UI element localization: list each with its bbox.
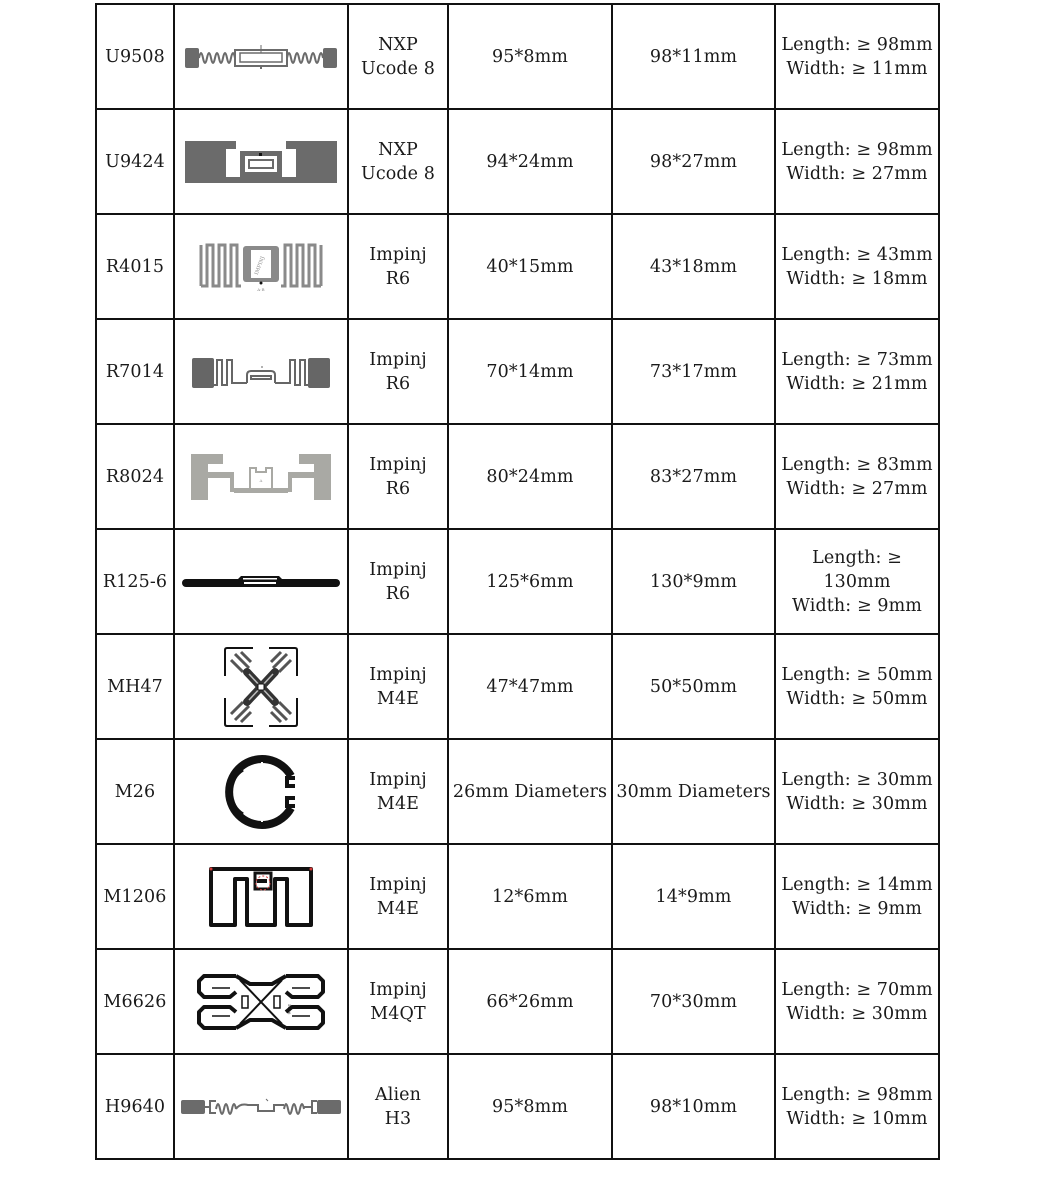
label-size-cell: 98*27mm [612, 109, 775, 214]
table-row [96, 739, 939, 844]
length-requirement: Length: ≥ 14mm [781, 874, 933, 895]
antenna-image-cell [174, 844, 348, 949]
chip-cell [348, 634, 448, 739]
chip-cell [348, 424, 448, 529]
length-requirement: Length: ≥ 43mm [781, 244, 933, 265]
chip-model: M4E [376, 688, 420, 709]
model-cell: M1206 [96, 844, 174, 949]
u9508-antenna-icon [184, 43, 338, 71]
chip-model: H3 [384, 1108, 412, 1129]
table-row [96, 1054, 939, 1159]
antenna-image-cell [174, 4, 348, 109]
antenna-size-cell: 95*8mm [448, 1054, 612, 1159]
svg-text:A: A [259, 477, 263, 483]
label-size-cell: 14*9mm [612, 844, 775, 949]
model-cell: H9640 [96, 1054, 174, 1159]
chip-brand: Impinj [369, 664, 427, 685]
rfid-inlay-spec-table [95, 3, 940, 1160]
length-requirement: Length: ≥ 83mm [781, 454, 933, 475]
antenna-image-cell [174, 739, 348, 844]
model-cell: R7014 [96, 319, 174, 424]
chip-cell [348, 1054, 448, 1159]
chip-model: Ucode 8 [360, 58, 436, 79]
r4015-antenna-icon [199, 242, 323, 292]
requirement-cell [775, 949, 939, 1054]
antenna-image-cell [174, 529, 348, 634]
antenna-size-cell: 12*6mm [448, 844, 612, 949]
width-requirement: Width: ≥ 30mm [786, 793, 928, 814]
chip-model: R6 [385, 373, 411, 394]
r8024-antenna-icon [190, 452, 332, 502]
svg-text:IMPINJ: IMPINJ [253, 255, 267, 276]
chip-model: Ucode 8 [360, 163, 436, 184]
antenna-image-cell [174, 424, 348, 529]
label-size-cell: 130*9mm [612, 529, 775, 634]
width-requirement: Width: ≥ 10mm [786, 1108, 928, 1129]
m6626-antenna-icon [196, 972, 326, 1032]
chip-model: M4QT [370, 1003, 426, 1024]
label-size-cell: 30mm Diameters [612, 739, 775, 844]
model-cell: M26 [96, 739, 174, 844]
chip-brand: NXP [378, 34, 418, 55]
m1206-antenna-icon [207, 865, 315, 929]
chip-brand: Impinj [369, 979, 427, 1000]
chip-brand: Impinj [369, 769, 427, 790]
u9424-antenna-icon [184, 139, 338, 185]
label-size-cell: 83*27mm [612, 424, 775, 529]
label-size-cell: 50*50mm [612, 634, 775, 739]
model-cell: M6626 [96, 949, 174, 1054]
chip-brand: Impinj [369, 874, 427, 895]
table-row [96, 634, 939, 739]
antenna-image-cell [174, 214, 348, 319]
requirement-cell [775, 4, 939, 109]
chip-brand: NXP [378, 139, 418, 160]
table-row [96, 424, 939, 529]
table-row [96, 4, 939, 109]
table-row [96, 529, 939, 634]
antenna-size-cell: 80*24mm [448, 424, 612, 529]
requirement-cell [775, 844, 939, 949]
chip-cell [348, 109, 448, 214]
requirement-cell [775, 529, 939, 634]
mh47-antenna-icon [223, 646, 299, 728]
model-cell: U9508 [96, 4, 174, 109]
label-size-cell: 98*11mm [612, 4, 775, 109]
length-requirement: Length: ≥ 98mm [781, 139, 933, 160]
chip-brand: Impinj [369, 454, 427, 475]
antenna-size-cell: 26mm Diameters [448, 739, 612, 844]
chip-brand: Impinj [369, 349, 427, 370]
chip-cell [348, 844, 448, 949]
requirement-cell [775, 1054, 939, 1159]
length-requirement: Length: ≥ 50mm [781, 664, 933, 685]
width-requirement: Width: ≥ 50mm [786, 688, 928, 709]
antenna-image-cell [174, 319, 348, 424]
requirement-cell [775, 739, 939, 844]
model-cell: U9424 [96, 109, 174, 214]
h9640-antenna-icon [180, 1097, 342, 1117]
model-cell: MH47 [96, 634, 174, 739]
chip-cell [348, 319, 448, 424]
chip-model: R6 [385, 583, 411, 604]
antenna-size-cell: 70*14mm [448, 319, 612, 424]
width-requirement: Width: ≥ 27mm [786, 163, 928, 184]
chip-brand: Impinj [369, 244, 427, 265]
width-requirement: Width: ≥ 30mm [786, 1003, 928, 1024]
chip-cell [348, 949, 448, 1054]
model-cell: R8024 [96, 424, 174, 529]
chip-model: R6 [385, 478, 411, 499]
svg-text:A·B: A·B [257, 286, 265, 292]
table-row [96, 109, 939, 214]
requirement-cell [775, 319, 939, 424]
table-row [96, 844, 939, 949]
chip-brand: Impinj [369, 559, 427, 580]
width-requirement: Width: ≥ 11mm [786, 58, 928, 79]
antenna-size-cell: 47*47mm [448, 634, 612, 739]
r125-6-antenna-icon [181, 574, 341, 590]
table-row [96, 319, 939, 424]
requirement-cell [775, 109, 939, 214]
chip-model: M4E [376, 898, 420, 919]
svg-text:5666: 5666 [287, 1003, 292, 1015]
antenna-image-cell [174, 634, 348, 739]
label-size-cell: 73*17mm [612, 319, 775, 424]
requirement-cell [775, 424, 939, 529]
length-requirement: Length: ≥ 30mm [781, 769, 933, 790]
length-requirement: Length: ≥ 98mm [781, 1084, 933, 1105]
requirement-cell [775, 214, 939, 319]
table-row [96, 949, 939, 1054]
antenna-size-cell: 125*6mm [448, 529, 612, 634]
model-cell: R125-6 [96, 529, 174, 634]
label-size-cell: 43*18mm [612, 214, 775, 319]
antenna-size-cell: 40*15mm [448, 214, 612, 319]
chip-cell [348, 4, 448, 109]
requirement-cell [775, 634, 939, 739]
antenna-image-cell [174, 1054, 348, 1159]
length-requirement: Length: ≥ 98mm [781, 34, 933, 55]
antenna-image-cell [174, 949, 348, 1054]
length-requirement: Length: ≥ 70mm [781, 979, 933, 1000]
width-requirement: Width: ≥ 9mm [792, 898, 922, 919]
length-requirement: Length: ≥ 130mm [812, 547, 902, 592]
label-size-cell: 70*30mm [612, 949, 775, 1054]
width-requirement: Width: ≥ 18mm [786, 268, 928, 289]
width-requirement: Width: ≥ 27mm [786, 478, 928, 499]
chip-cell [348, 739, 448, 844]
chip-cell [348, 214, 448, 319]
chip-brand: Alien [375, 1084, 421, 1105]
chip-cell [348, 529, 448, 634]
table-row [96, 214, 939, 319]
antenna-size-cell: 95*8mm [448, 4, 612, 109]
antenna-size-cell: 94*24mm [448, 109, 612, 214]
width-requirement: Width: ≥ 9mm [792, 595, 922, 616]
r7014-antenna-icon [191, 355, 331, 389]
width-requirement: Width: ≥ 21mm [786, 373, 928, 394]
antenna-size-cell: 66*26mm [448, 949, 612, 1054]
model-cell: R4015 [96, 214, 174, 319]
m26-antenna-icon [225, 754, 297, 830]
label-size-cell: 98*10mm [612, 1054, 775, 1159]
length-requirement: Length: ≥ 73mm [781, 349, 933, 370]
antenna-image-cell [174, 109, 348, 214]
chip-model: M4E [376, 793, 420, 814]
chip-model: R6 [385, 268, 411, 289]
